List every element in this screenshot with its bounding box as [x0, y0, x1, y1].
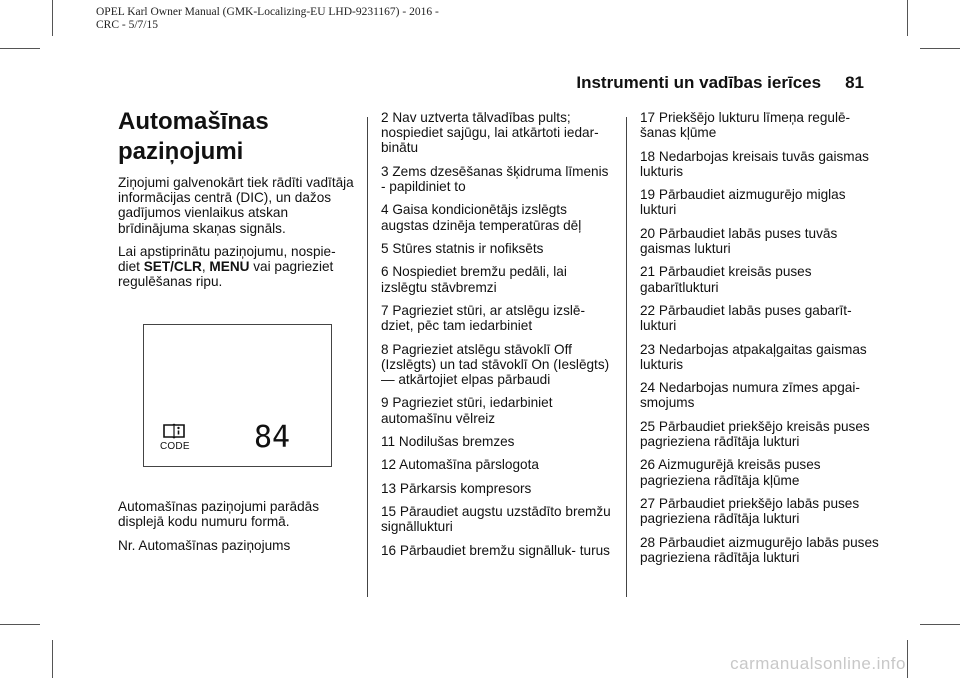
list-item: 3 Zems dzesēšanas šķidruma līmenis - papildiniet to	[381, 163, 609, 194]
code-value: 84	[254, 420, 291, 455]
crop-mark	[0, 48, 40, 49]
list-item: 28 Pārbaudiet aizmugurējo labās puses pagrieziena rādītāja lukturi	[640, 534, 879, 565]
key-label: MENU	[209, 259, 250, 275]
meta-line: OPEL Karl Owner Manual (GMK-Localizing-EU LHD-9231167) - 2016 -	[96, 6, 439, 18]
text-run: ,	[201, 259, 210, 275]
list-item: 22 Pārbaudiet labās puses gabarīt- lukturi	[640, 302, 852, 334]
running-head	[576, 73, 864, 93]
book-info-icon	[163, 423, 185, 439]
display-illustration	[143, 324, 332, 467]
list-item: 17 Priekšējo lukturu līmeņa regulē- šanas kļūme	[640, 110, 851, 141]
code-label: CODE	[160, 441, 190, 452]
list-item: 9 Pagrieziet stūri, iedarbiniet automašīnu vēlreiz	[381, 395, 553, 426]
list-item: 6 Nospiediet bremžu pedāli, lai izslēgtu stāvbremzi	[381, 264, 567, 295]
document-meta	[96, 6, 439, 32]
list-item: 20 Pārbaudiet labās puses tuvās gaismas lukturi	[640, 225, 838, 256]
page-title-line: paziņojumi	[118, 138, 244, 165]
list-item: 23 Nedarbojas atpakaļgaitas gaismas lukturis	[640, 341, 867, 372]
body-paragraph	[118, 244, 358, 290]
column-1	[118, 107, 358, 298]
list-item: 25 Pārbaudiet priekšējo kreisās puses pagrieziena rādītāja lukturi	[640, 418, 870, 449]
column-3	[640, 110, 880, 573]
list-item: 26 Aizmugurējā kreisās puses pagrieziena rādītāja kļūme	[640, 457, 821, 488]
crop-mark	[907, 640, 908, 678]
list-item: 16 Pārbaudiet bremžu signālluk- turus	[381, 542, 610, 558]
page-title-line: Automašīnas	[118, 108, 269, 135]
body-paragraph: Ziņojumi galvenokārt tiek rādīti vadītāja informācijas centrā (DIC), un dažos gadījumos vienlaikus atskan brīdinājuma skaņas signāls.	[118, 175, 354, 236]
list-item: 12 Automašīna pārslogota	[381, 457, 539, 473]
list-item: 27 Pārbaudiet priekšējo labās puses pagrieziena rādītāja lukturi	[640, 495, 860, 527]
text-run: vai pagrieziet regulēšanas ripu.	[118, 259, 334, 290]
list-item: 5 Stūres statnis ir nofiksēts	[381, 240, 544, 256]
list-item: 2 Nav uztverta tālvadības pults; nospiediet sajūgu, lai atkārtoti iedar- binātu	[381, 110, 599, 156]
list-item: 4 Gaisa kondicionētājs izslēgts augstas dzinēja temperatūras dēļ	[381, 202, 582, 233]
crop-mark	[52, 0, 53, 36]
list-item: 18 Nedarbojas kreisais tuvās gaismas lukturis	[640, 148, 869, 179]
list-item: 24 Nedarbojas numura zīmes apgai- smojums	[640, 380, 860, 411]
watermark: carmanualsonline.info	[730, 654, 906, 673]
text-run: Lai apstiprinātu paziņojumu, nospie- diet	[118, 244, 336, 275]
crop-mark	[907, 0, 908, 36]
page-number: 81	[845, 73, 864, 92]
list-item: 8 Pagrieziet atslēgu stāvoklī Off (Izslēgts) un tad stāvoklī On (Ieslēgts) — atkārtojiet elpas pārbaudi	[381, 341, 610, 387]
list-item: 7 Pagrieziet stūri, ar atslēgu izslē- dziet, pēc tam iedarbiniet	[381, 302, 585, 334]
list-item: 21 Pārbaudiet kreisās puses gabarītlukturi	[640, 264, 812, 295]
column-2	[381, 110, 613, 566]
meta-line: CRC - 5/7/15	[96, 19, 158, 31]
list-item: 15 Pāraudiet augstu uzstādīto bremžu signāllukturi	[381, 504, 611, 535]
column-divider	[626, 117, 627, 597]
list-item: 19 Pārbaudiet aizmugurējo miglas lukturi	[640, 187, 846, 218]
list-item: 13 Pārkarsis kompresors	[381, 480, 532, 496]
key-label: SET/CLR	[143, 259, 202, 275]
caption-text: Automašīnas paziņojumi parādās displejā kodu numuru formā.	[118, 499, 319, 530]
section-title: Instrumenti un vadības ierīces	[576, 73, 822, 92]
list-item: 11 Nodilušas bremzes	[381, 433, 515, 449]
crop-mark	[52, 640, 53, 678]
crop-mark	[920, 48, 960, 49]
caption-text: Nr. Automašīnas paziņojums	[118, 537, 291, 553]
crop-mark	[0, 624, 40, 625]
page-title	[118, 107, 358, 167]
column-divider	[367, 117, 368, 597]
crop-mark	[920, 624, 960, 625]
figure-caption	[118, 499, 358, 561]
